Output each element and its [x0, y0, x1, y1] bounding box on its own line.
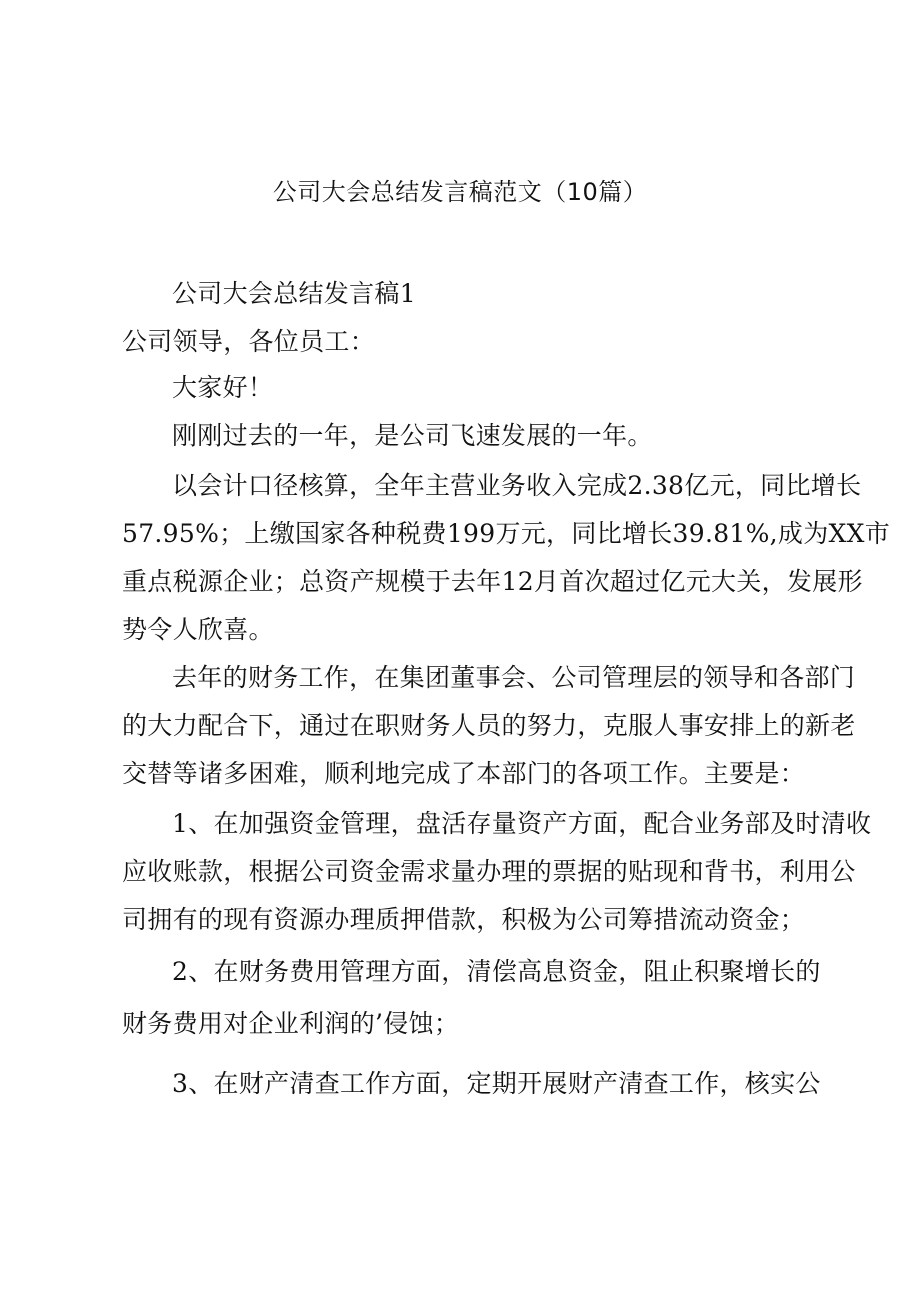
paragraph-line: 的大力配合下，通过在职财务人员的努力，克服人事安排上的新老 — [122, 711, 856, 740]
list-item-line: 3、在财产清查工作方面，定期开展财产清查工作，核实公 — [172, 1069, 821, 1098]
paragraph-line: 刚刚过去的一年，是公司飞速发展的一年。 — [172, 421, 653, 450]
list-item-line: 2、在财务费用管理方面，清偿高息资金，阻止积聚增长的 — [172, 957, 821, 986]
greeting: 大家好！ — [172, 373, 274, 402]
list-item-line: 司拥有的现有资源办理质押借款，积极为公司筹措流动资金； — [122, 905, 806, 934]
salutation: 公司领导，各位员工： — [122, 327, 376, 356]
document-title: 公司大会总结发言稿范文（10篇） — [272, 178, 648, 206]
list-item-line: 1、在加强资金管理，盘活存量资产方面，配合业务部及时清收 — [172, 809, 872, 838]
paragraph-line: 重点税源企业；总资产规模于去年12月首次超过亿元大关，发展形 — [122, 567, 863, 596]
section-heading: 公司大会总结发言稿1 — [172, 279, 416, 308]
paragraph-line: 以会计口径核算，全年主营业务收入完成2.38亿元，同比增长 — [172, 471, 862, 500]
paragraph-line: 交替等诸多困难，顺利地完成了本部门的各项工作。主要是： — [122, 759, 806, 788]
paragraph-line: 57.95%；上缴国家各种税费199万元，同比增长39.81%,成为XX市 — [122, 519, 891, 548]
paragraph-line: 去年的财务工作，在集团董事会、公司管理层的领导和各部门 — [172, 663, 856, 692]
paragraph-line: 势令人欣喜。 — [122, 615, 274, 644]
list-item-line: 应收账款，根据公司资金需求量办理的票据的贴现和背书，利用公 — [122, 857, 856, 886]
list-item-line: 财务费用对企业利润的’侵蚀； — [122, 1009, 460, 1038]
